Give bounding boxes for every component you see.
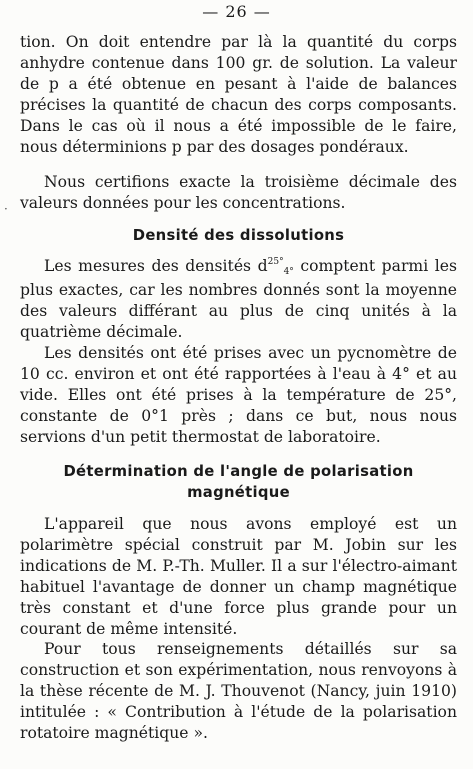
paragraph-density-measures bbox=[20, 256, 457, 343]
heading-line: Détermination de l'angle de polarisation bbox=[63, 463, 414, 480]
section-heading-polarisation bbox=[20, 461, 457, 503]
heading-line: magnétique bbox=[187, 484, 290, 501]
paragraph-concentration bbox=[20, 32, 457, 158]
margin-mark: · bbox=[4, 202, 8, 216]
paragraph-text: tion. On doit entendre par là la quantité du corps anhydre contenue dans 100 gr. de solution. La valeur de p a été obtenue en pesant à l'aide de balances précises la quantité de chacun des corps composants. Dans le cas où il nous a été impossible de le faire, nous déterminions p par des dosages pondéraux. bbox=[20, 33, 457, 156]
section-heading-density: Densité des dissolutions bbox=[132, 227, 345, 244]
paragraph-text: Les densités ont été prises avec un pycnomètre de 10 cc. environ et ont été rapportées à l'eau à 4° et au vide. Elles ont été prises à la température de 25°, constante de 0°1 près ; dans ce but, nous nous servions d'un petit thermostat de laboratoire. bbox=[20, 344, 457, 446]
paragraph-certification bbox=[20, 172, 457, 214]
density-superscript: 25° bbox=[267, 257, 284, 267]
paragraph-density-method bbox=[20, 343, 457, 448]
paragraph-text-part: Les mesures des densités d bbox=[44, 257, 268, 275]
paragraph-text: Nous certifions exacte la troisième décimale des valeurs données pour les concentrations. bbox=[20, 173, 457, 212]
page-number: — 26 — bbox=[202, 2, 271, 21]
paragraph-text bbox=[20, 256, 457, 343]
paragraph-text-part: comptent parmi les plus exactes, car les nombres donnés sont la moyenne des valeurs différant au plus de cinq unités à la quatrième décimale. bbox=[20, 257, 457, 341]
paragraph-text: Pour tous renseignements détaillés sur sa construction et son expérimentation, nous renvoyons à la thèse récente de M. J. Thouvenot (Nancy, juin 1910) intitulée : « Contribution à l'étude de la polarisation rotatoire magnétique ». bbox=[20, 640, 457, 742]
density-subscript: 4° bbox=[283, 267, 294, 277]
paragraph-apparatus bbox=[20, 514, 457, 640]
paragraph-text: L'appareil que nous avons employé est un polarimètre spécial construit par M. Jobin sur les indications de M. P.-Th. Muller. Il a sur l'électro-aimant habituel l'avantage de donner un champ magnétique très constant et d'une force plus grande pour un courant de même intensité. bbox=[20, 515, 457, 638]
paragraph-references bbox=[20, 639, 457, 744]
